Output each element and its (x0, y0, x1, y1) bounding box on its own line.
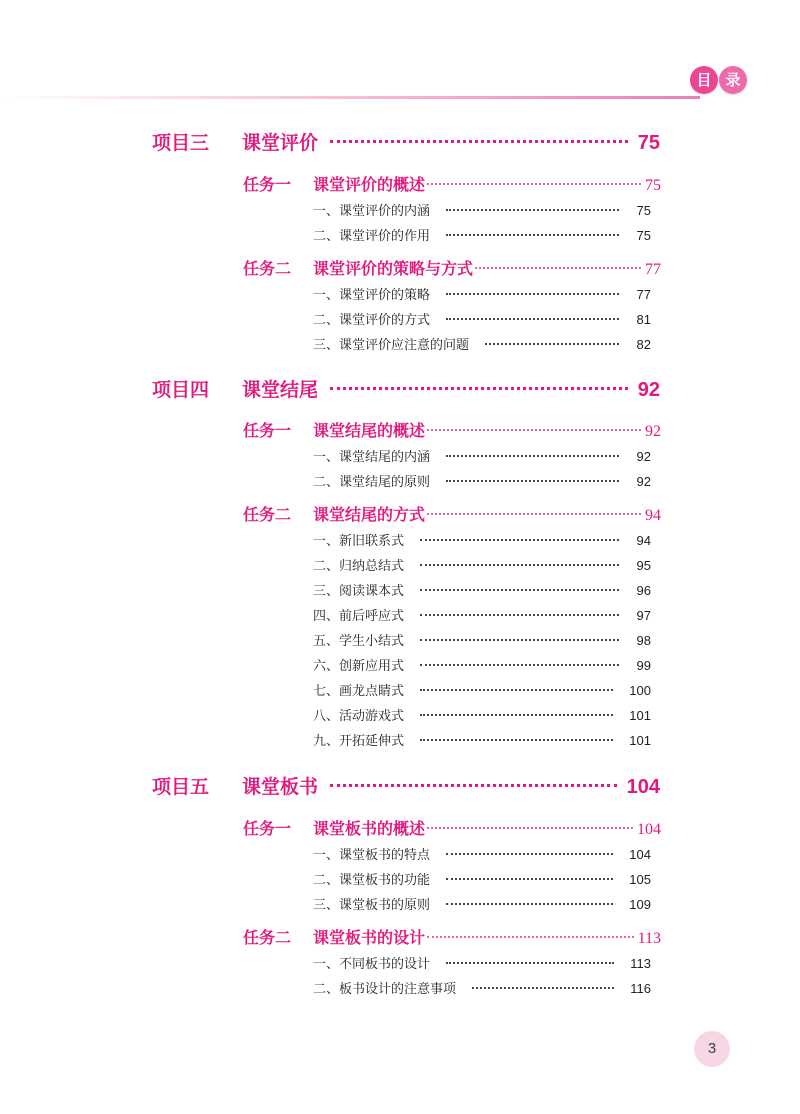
project-number: 项目五 (152, 776, 210, 798)
project-title: 课堂结尾 (242, 379, 319, 401)
item-page: 77 (636, 287, 651, 302)
leader-dots (427, 183, 641, 185)
item-page: 100 (629, 683, 651, 698)
item-page: 109 (629, 897, 651, 912)
toc-item-row[interactable] (313, 844, 651, 863)
leader-dots (446, 903, 613, 905)
item-page: 101 (629, 708, 651, 723)
item-title: 二、课堂结尾的原则 (313, 475, 431, 490)
item-page: 75 (636, 228, 651, 243)
item-title: 一、课堂评价的内涵 (313, 204, 431, 219)
project-title: 课堂板书 (242, 776, 319, 798)
leader-dots (446, 878, 613, 880)
toc-item-row[interactable] (313, 225, 651, 244)
project-number: 项目四 (152, 379, 210, 401)
item-title: 一、课堂评价的策略 (313, 288, 431, 303)
item-title: 二、板书设计的注意事项 (313, 982, 457, 997)
project-page: 75 (637, 132, 660, 154)
item-page: 116 (630, 981, 651, 996)
item-page: 92 (636, 474, 651, 489)
toc-item-row[interactable] (313, 309, 651, 328)
leader-dots (420, 589, 619, 591)
leader-dots (446, 234, 619, 236)
item-title: 三、课堂板书的原则 (313, 898, 431, 913)
toc-project-row[interactable] (152, 772, 660, 799)
item-title: 一、新旧联系式 (313, 534, 405, 549)
leader-dots (330, 387, 628, 390)
item-title: 一、课堂板书的特点 (313, 848, 431, 863)
toc-task-row[interactable] (243, 172, 661, 195)
task-title: 课堂结尾的方式 (313, 505, 426, 524)
leader-dots (446, 962, 614, 964)
item-title: 八、活动游戏式 (313, 709, 405, 724)
item-title: 二、课堂评价的方式 (313, 313, 431, 328)
leader-dots (420, 564, 619, 566)
task-title: 课堂评价的概述 (313, 175, 426, 194)
item-title: 四、前后呼应式 (313, 609, 405, 624)
item-title: 六、创新应用式 (313, 659, 405, 674)
leader-dots (427, 429, 641, 431)
item-title: 三、阅读课本式 (313, 584, 405, 599)
item-title: 九、开拓延伸式 (313, 734, 405, 749)
item-page: 98 (636, 633, 651, 648)
toc-project-row[interactable] (152, 375, 660, 402)
project-page: 92 (637, 379, 660, 401)
toc-item-row[interactable] (313, 446, 651, 465)
task-page: 77 (645, 261, 661, 278)
task-page: 75 (645, 177, 661, 194)
item-title: 一、课堂结尾的内涵 (313, 450, 431, 465)
leader-dots (472, 987, 614, 989)
leader-dots (446, 318, 619, 320)
task-page: 104 (637, 821, 661, 838)
task-title: 课堂板书的设计 (313, 928, 426, 947)
toc-item-row[interactable] (313, 555, 651, 574)
task-number: 任务一 (243, 819, 292, 838)
project-number: 项目三 (152, 132, 210, 154)
leader-dots (427, 827, 633, 829)
item-title: 五、学生小结式 (313, 634, 405, 649)
leader-dots (420, 689, 613, 691)
item-page: 96 (636, 583, 651, 598)
toc-item-row[interactable] (313, 655, 651, 674)
toc-task-row[interactable] (243, 502, 661, 525)
task-page: 113 (637, 930, 661, 947)
task-number: 任务二 (243, 259, 292, 278)
item-page: 81 (636, 312, 651, 327)
leader-dots (446, 209, 619, 211)
task-title: 课堂板书的概述 (313, 819, 426, 838)
task-page: 92 (645, 423, 661, 440)
item-page: 104 (629, 847, 651, 862)
project-title: 课堂评价 (242, 132, 319, 154)
item-page: 75 (636, 203, 651, 218)
leader-dots (485, 343, 619, 345)
toc-task-row[interactable] (243, 418, 661, 441)
toc-badge-lu: 录 (719, 66, 747, 94)
toc-item-row[interactable] (313, 730, 651, 749)
toc-item-row[interactable] (313, 200, 651, 219)
toc-item-row[interactable] (313, 580, 651, 599)
toc-item-row[interactable] (313, 705, 651, 724)
task-number: 任务一 (243, 175, 292, 194)
toc-item-row[interactable] (313, 630, 651, 649)
project-page: 104 (626, 776, 660, 798)
toc-item-row[interactable] (313, 471, 651, 490)
task-page: 94 (645, 507, 661, 524)
item-page: 97 (636, 608, 651, 623)
item-title: 三、课堂评价应注意的问题 (313, 338, 470, 353)
leader-dots (420, 739, 613, 741)
leader-dots (420, 714, 613, 716)
toc-item-row[interactable] (313, 869, 651, 888)
task-title: 课堂结尾的概述 (313, 421, 426, 440)
toc-project-row[interactable] (152, 128, 660, 155)
item-page: 113 (630, 956, 651, 971)
item-page: 105 (629, 872, 651, 887)
toc-item-row[interactable] (313, 334, 651, 353)
toc-task-row[interactable] (243, 816, 661, 839)
toc-item-row[interactable] (313, 605, 651, 624)
task-number: 任务二 (243, 505, 292, 524)
item-title: 二、课堂评价的作用 (313, 229, 431, 244)
item-page: 95 (636, 558, 651, 573)
toc-task-row[interactable] (243, 925, 661, 948)
toc-item-row[interactable] (313, 530, 651, 549)
page-number: 3 (694, 1031, 730, 1067)
task-title: 课堂评价的策略与方式 (313, 259, 474, 278)
leader-dots (420, 664, 619, 666)
toc-item-row[interactable] (313, 894, 651, 913)
toc-item-row[interactable] (313, 680, 651, 699)
toc-item-row[interactable] (313, 284, 651, 303)
toc-task-row[interactable] (243, 256, 661, 279)
item-page: 94 (636, 533, 651, 548)
item-title: 七、画龙点睛式 (313, 684, 405, 699)
leader-dots (475, 267, 641, 269)
item-page: 92 (636, 449, 651, 464)
toc-item-row[interactable] (313, 953, 651, 972)
leader-dots (330, 784, 617, 787)
item-page: 82 (636, 337, 651, 352)
toc-badge-mu: 目 (690, 66, 718, 94)
leader-dots (446, 480, 619, 482)
item-page: 99 (636, 658, 651, 673)
item-title: 二、归纳总结式 (313, 559, 405, 574)
leader-dots (420, 614, 619, 616)
item-title: 一、不同板书的设计 (313, 957, 431, 972)
task-number: 任务二 (243, 928, 292, 947)
leader-dots (427, 513, 641, 515)
leader-dots (330, 140, 628, 143)
leader-dots (420, 639, 619, 641)
leader-dots (446, 293, 619, 295)
toc-item-row[interactable] (313, 978, 651, 997)
leader-dots (446, 853, 613, 855)
item-page: 101 (629, 733, 651, 748)
leader-dots (446, 455, 619, 457)
item-title: 二、课堂板书的功能 (313, 873, 431, 888)
leader-dots (420, 539, 619, 541)
leader-dots (427, 936, 634, 938)
task-number: 任务一 (243, 421, 292, 440)
header-rule (0, 96, 700, 99)
